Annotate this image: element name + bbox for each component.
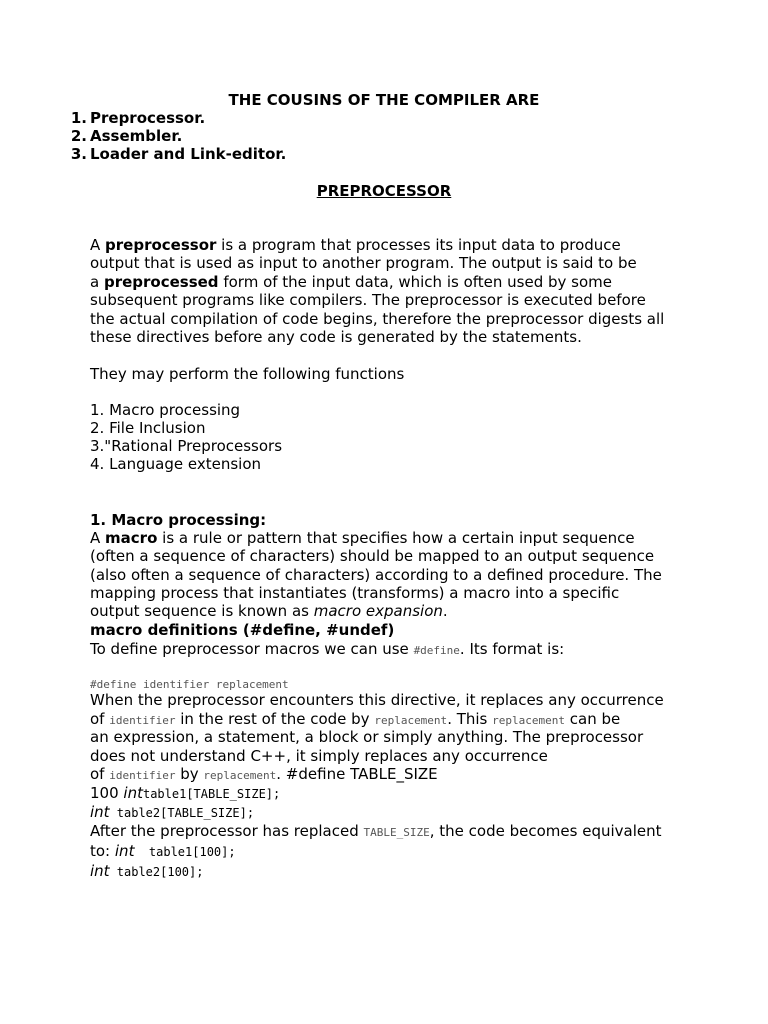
- text: of: [90, 765, 110, 783]
- text: is a program that processes its input data to produce: [216, 236, 621, 254]
- term-macro: macro: [105, 529, 158, 547]
- list-number: 3.: [70, 145, 87, 163]
- explanation-line: [90, 710, 620, 730]
- text: 100: [90, 784, 124, 802]
- page-heading: THE COUSINS OF THE COMPILER ARE: [228, 91, 540, 109]
- cousin-label: Preprocessor.: [90, 109, 206, 127]
- function-item: 1. Macro processing: [90, 401, 241, 419]
- text: . This: [447, 710, 493, 728]
- code-example-line: [90, 803, 254, 822]
- macro-heading: 1. Macro processing:: [90, 511, 267, 529]
- intro-line: output that is used as input to another program. The output is said to be: [90, 254, 637, 272]
- macro-line: [90, 529, 635, 547]
- keyword-int: int: [123, 784, 143, 802]
- inline-code: identifier: [109, 769, 176, 782]
- text: .: [442, 602, 448, 620]
- text: . Its format is:: [459, 640, 565, 658]
- explanation-line: When the preprocessor encounters this directive, it replaces any occurrence: [90, 691, 664, 709]
- term-macro-expansion: macro expansion: [313, 602, 443, 620]
- intro-line: [90, 273, 612, 291]
- macro-line: mapping process that instantiates (transforms) a macro into a specific: [90, 584, 620, 602]
- inline-code: replacement: [374, 714, 448, 727]
- macro-line: [90, 602, 448, 620]
- keyword-int: int: [90, 862, 110, 880]
- inline-code: identifier: [109, 714, 176, 727]
- code-example-line: [90, 784, 280, 803]
- text: form of the input data, which is often used by some: [218, 273, 612, 291]
- functions-intro: They may perform the following functions: [90, 365, 405, 383]
- macro-line: (also often a sequence of characters) according to a defined procedure. The: [90, 566, 662, 584]
- inline-code: #define: [413, 644, 460, 657]
- intro-line: these directives before any code is generated by the statements.: [90, 328, 582, 346]
- explanation-line: [90, 765, 438, 785]
- cousin-label: Assembler.: [90, 127, 183, 145]
- intro-line: subsequent programs like compilers. The preprocessor is executed before: [90, 291, 646, 309]
- keyword-int: int: [114, 842, 135, 860]
- inline-code: replacement: [492, 714, 566, 727]
- text: . #define TABLE_SIZE: [276, 765, 438, 783]
- text: is a rule or pattern that specifies how a certain input sequence: [157, 529, 635, 547]
- code-example-line: [90, 842, 236, 861]
- explanation-line: does not understand C++, it simply replaces any occurrence: [90, 747, 548, 765]
- explanation-line: an expression, a statement, a block or simply anything. The preprocessor: [90, 728, 644, 746]
- text: output sequence is known as: [90, 602, 314, 620]
- intro-line: the actual compilation of code begins, therefore the preprocessor digests all: [90, 310, 665, 328]
- function-item: 2. File Inclusion: [90, 419, 206, 437]
- text: by: [175, 765, 204, 783]
- code-format-line: #define identifier replacement: [90, 678, 289, 691]
- text: To define preprocessor macros we can use: [90, 640, 414, 658]
- text: A: [90, 236, 106, 254]
- explanation-line: [90, 822, 662, 842]
- function-item: 3."Rational Preprocessors: [90, 437, 283, 455]
- inline-code: table1[TABLE_SIZE];: [142, 787, 281, 801]
- inline-code: replacement: [203, 769, 277, 782]
- inline-code: TABLE_SIZE: [363, 826, 430, 839]
- define-line: [90, 640, 564, 660]
- macro-line: (often a sequence of characters) should be mapped to an output sequence: [90, 547, 655, 565]
- list-number: 2.: [70, 127, 87, 145]
- inline-code: table2[100];: [109, 865, 204, 879]
- cousin-label: Loader and Link-editor.: [90, 145, 287, 163]
- code-example-line: [90, 862, 203, 881]
- inline-code: table1[100];: [134, 845, 236, 859]
- cousin-item: [70, 127, 183, 145]
- text: to:: [90, 842, 115, 860]
- text: can be: [565, 710, 621, 728]
- term-preprocessed: preprocessed: [103, 273, 219, 291]
- text: , the code becomes equivalent: [429, 822, 662, 840]
- list-number: 1.: [70, 109, 87, 127]
- text: a: [90, 273, 104, 291]
- cousin-item: [70, 109, 206, 127]
- inline-code: table2[TABLE_SIZE];: [109, 806, 255, 820]
- macro-definitions-heading: macro definitions (#define, #undef): [90, 621, 395, 639]
- term-preprocessor: preprocessor: [105, 236, 217, 254]
- keyword-int: int: [90, 803, 110, 821]
- text: of: [90, 710, 110, 728]
- intro-line: [90, 236, 621, 254]
- cousin-item: [70, 145, 287, 163]
- text: in the rest of the code by: [175, 710, 375, 728]
- function-item: 4. Language extension: [90, 455, 261, 473]
- text: A: [90, 529, 106, 547]
- section-title: PREPROCESSOR: [316, 182, 452, 200]
- text: After the preprocessor has replaced: [90, 822, 364, 840]
